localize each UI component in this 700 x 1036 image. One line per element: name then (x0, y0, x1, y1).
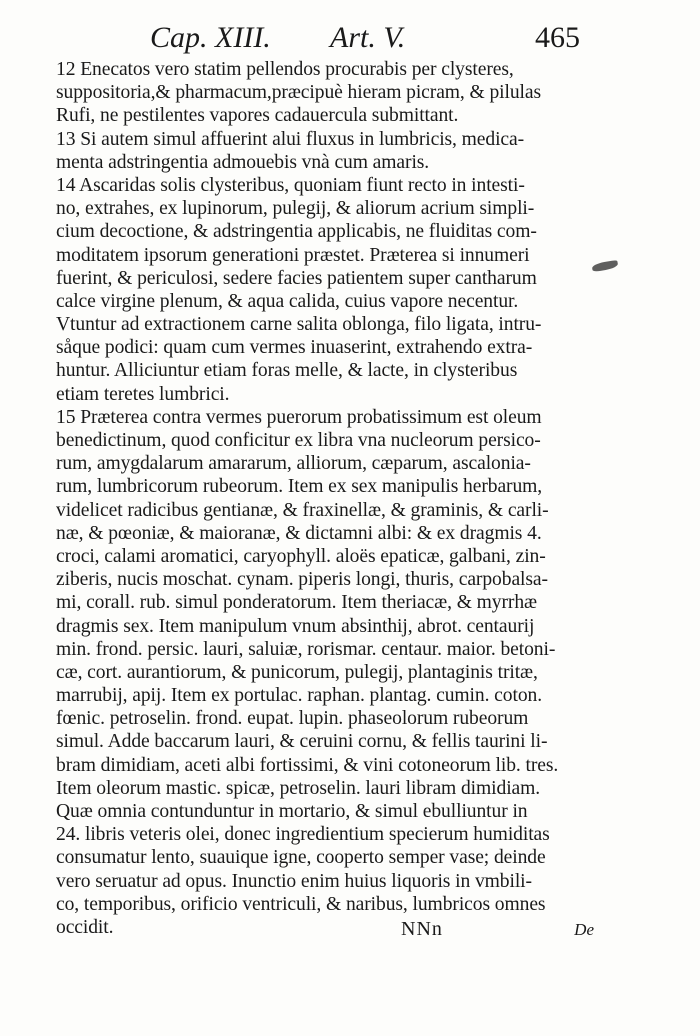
text-line: menta adstringentia admouebis vnà cum amaris. (56, 151, 430, 173)
text-line: benedictinum, quod conficitur ex libra vna nucleorum persico- (56, 430, 541, 451)
ink-smudge (592, 260, 619, 272)
text-line: huntur. Alliciuntur etiam foras melle, & lacte, in clysteribus (56, 360, 518, 382)
article-heading: Art. V. (330, 21, 406, 54)
text-line: co, temporibus, orificio ventriculi, & naribus, lumbricos omnes (56, 893, 546, 915)
text-line: simul. Adde baccarum lauri, & ceruini cornu, & fellis taurini li- (56, 731, 548, 753)
page-footer (56, 918, 594, 948)
page-number: 465 (535, 21, 580, 54)
text-line: bram dimidiam, aceti albi fortissimi, & vini cotoneorum lib. tres. (56, 754, 559, 776)
text-line: 13 Si autem simul affuerint alui fluxus in lumbricis, medica- (56, 128, 525, 150)
text-line: etiam teretes lumbrici. (56, 383, 230, 405)
text-line: vero seruatur ad opus. Inunctio enim huius liquoris in vmbili- (56, 870, 532, 892)
text-line: Vtuntur ad extractionem carne salita oblonga, filo ligata, intru- (56, 314, 542, 336)
text-line: moditatem ipsorum generationi præstet. Præterea si innumeri (56, 244, 530, 266)
text-line: mi, corall. rub. simul ponderatorum. Item theriacæ, & myrrhæ (56, 592, 538, 614)
catchword: De (574, 920, 594, 939)
text-line: Rufi, ne pestilentes vapores cadauercula submittant. (56, 105, 459, 127)
text-line: rum, lumbricorum rubeorum. Item ex sex manipulis herbarum, (56, 476, 543, 498)
running-header (150, 18, 580, 58)
text-line: calce virgine plenum, & aqua calida, cuius vapore necentur. (56, 290, 519, 312)
text-line: consumatur lento, suauique igne, cooperto semper vase; deinde (56, 847, 546, 869)
text-line: fœnic. petroselin. frond. eupat. lupin. phaseolorum rubeorum (56, 708, 529, 730)
chapter-heading: Cap. XIII. (150, 21, 271, 54)
text-line: cium decoctione, & adstringentia applicabis, ne fluiditas com- (56, 221, 537, 243)
text-line: suppositoria,& pharmacum,præcipuè hieram picram, & pilulas (56, 82, 542, 104)
text-line: Quæ omnia contunduntur in mortario, & simul ebulliuntur in (56, 801, 528, 822)
text-line: croci, calami aromatici, caryophyll. aloës epaticæ, galbani, zin- (56, 545, 546, 567)
text-line: Item oleorum mastic. spicæ, petroselin. lauri libram dimidiam. (56, 777, 541, 799)
signature-mark: NNn (401, 918, 443, 940)
text-line: fuerint, & periculosi, sedere facies patientem super cantharum (56, 267, 537, 289)
text-line: ziberis, nucis moschat. cynam. piperis longi, thuris, carpobalsa- (56, 569, 548, 591)
text-line: næ, & pœoniæ, & maioranæ, & dictamni albi: & ex dragmis 4. (56, 522, 542, 544)
text-line: såque podici: quam cum vermes inuaserint, extrahendo extra- (56, 337, 533, 359)
text-line: no, extrahes, ex lupinorum, pulegij, & aliorum acrium simpli- (56, 198, 535, 220)
text-line: rum, amygdalarum amararum, alliorum, cæparum, ascalonia- (56, 453, 531, 475)
text-line: 12 Enecatos vero statim pellendos procurabis per clysteres, (56, 59, 514, 80)
text-line: marrubij, apij. Item ex portulac. raphan. plantag. cumin. coton. (56, 685, 543, 707)
text-line: videlicet radicibus gentianæ, & fraxinellæ, & graminis, & carli- (56, 499, 549, 521)
text-line: min. frond. persic. lauri, saluiæ, rorismar. centaur. maior. betoni- (56, 638, 556, 660)
text-line: 14 Ascaridas solis clysteribus, quoniam fiunt recto in intesti- (56, 174, 525, 196)
text-line: occidit. (56, 916, 114, 938)
text-line: 15 Præterea contra vermes puerorum probatissimum est oleum (56, 406, 542, 428)
text-body (56, 58, 576, 939)
text-line: 24. libris veteris olei, donec ingredientium specierum humiditas (56, 824, 550, 846)
text-line: cæ, cort. aurantiorum, & punicorum, pulegij, plantaginis tritæ, (56, 661, 538, 683)
text-line: dragmis sex. Item manipulum vnum absinthij, abrot. centaurij (56, 615, 535, 637)
